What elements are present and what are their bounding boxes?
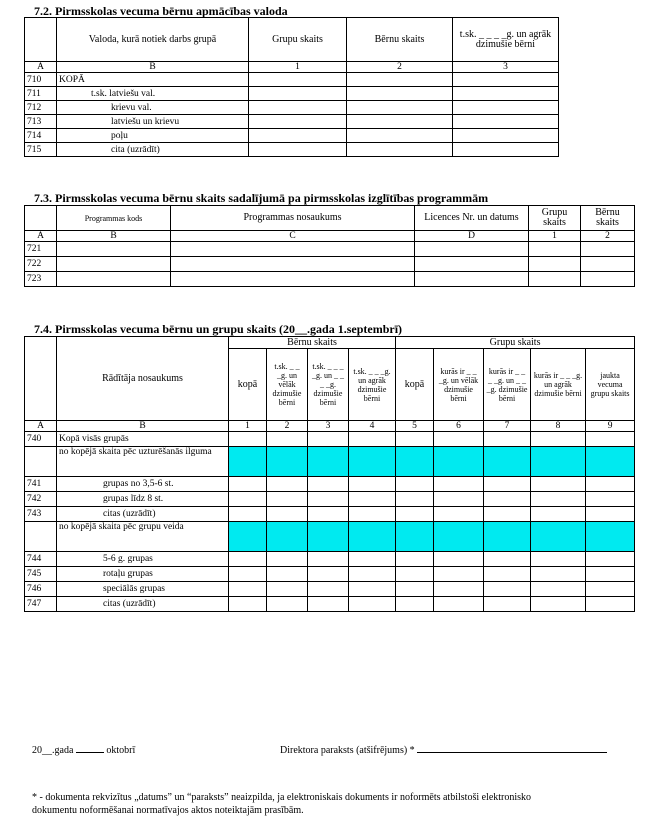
input-cell[interactable] <box>453 115 559 129</box>
row-label: no kopējā skaita pēc grupu veida <box>57 522 229 552</box>
input-cell[interactable] <box>581 242 635 257</box>
row-code: 713 <box>25 115 57 129</box>
input-cell[interactable] <box>415 272 529 287</box>
input-cell[interactable] <box>484 597 531 612</box>
row-label: krievu val. <box>57 101 249 115</box>
input-cell <box>396 522 434 552</box>
input-cell[interactable] <box>434 552 484 567</box>
input-cell[interactable] <box>434 432 484 447</box>
input-cell <box>434 522 484 552</box>
input-cell[interactable] <box>586 477 635 492</box>
input-cell <box>484 447 531 477</box>
table-row <box>25 447 635 477</box>
header-children-total: kopā <box>229 349 267 421</box>
header-groups-later: kurās ir _ _ _g. un vēlāk dzimušie bērni <box>434 349 484 421</box>
input-cell <box>531 447 586 477</box>
input-cell[interactable] <box>453 101 559 115</box>
input-cell[interactable] <box>171 242 415 257</box>
table-row <box>25 272 635 287</box>
input-cell[interactable] <box>267 552 308 567</box>
input-cell[interactable] <box>349 597 396 612</box>
input-cell[interactable] <box>396 567 434 582</box>
input-cell[interactable] <box>484 552 531 567</box>
table-row <box>25 552 635 567</box>
input-cell[interactable] <box>267 492 308 507</box>
input-cell[interactable] <box>249 143 347 157</box>
input-cell[interactable] <box>349 492 396 507</box>
input-cell[interactable] <box>396 432 434 447</box>
input-cell[interactable] <box>229 432 267 447</box>
section-7-3-title: 7.3. Pirmsskolas vecuma bērnu skaits sadalījumā pa pirmsskolas izglītības programmām <box>34 191 489 205</box>
header-indicator: Rādītāja nosaukums <box>57 337 229 421</box>
row-code: 714 <box>25 129 57 143</box>
input-cell[interactable] <box>229 477 267 492</box>
input-cell[interactable] <box>484 567 531 582</box>
input-cell[interactable] <box>415 257 529 272</box>
row-code: 741 <box>25 477 57 492</box>
table-row <box>25 432 635 447</box>
input-cell[interactable] <box>249 115 347 129</box>
input-cell[interactable] <box>581 257 635 272</box>
index-cell: 3 <box>308 421 349 432</box>
table-row <box>25 597 635 612</box>
row-label: citas (uzrādīt) <box>57 507 229 522</box>
input-cell[interactable] <box>57 272 171 287</box>
table-row <box>25 492 635 507</box>
input-cell <box>267 447 308 477</box>
input-cell[interactable] <box>349 552 396 567</box>
header-program-name: Programmas nosaukums <box>171 206 415 231</box>
row-label: t.sk. latviešu val. <box>57 87 249 101</box>
input-cell[interactable] <box>396 507 434 522</box>
table-row <box>25 129 559 143</box>
index-cell: B <box>57 62 249 73</box>
table-row <box>25 87 559 101</box>
row-code: 723 <box>25 272 57 287</box>
table-row <box>25 242 635 257</box>
table-row <box>25 257 635 272</box>
input-cell[interactable] <box>484 507 531 522</box>
header-groups-between: kurās ir _ _ _ _g. un _ _ _g. dzimušie bērni <box>484 349 531 421</box>
row-label: grupas līdz 8 st. <box>57 492 229 507</box>
input-cell[interactable] <box>347 73 453 87</box>
input-cell[interactable] <box>586 552 635 567</box>
table-row <box>25 522 635 552</box>
table-row <box>25 143 559 157</box>
input-cell[interactable] <box>347 101 453 115</box>
row-code: 745 <box>25 567 57 582</box>
row-code: 721 <box>25 242 57 257</box>
row-label: cita (uzrādīt) <box>57 143 249 157</box>
signature-blank[interactable] <box>417 752 607 753</box>
header-born-later: t.sk. _ _ _g. un vēlāk dzimušie bērni <box>267 349 308 421</box>
date-suffix: oktobrī <box>106 745 136 756</box>
input-cell[interactable] <box>308 552 349 567</box>
row-label: latviešu un krievu <box>57 115 249 129</box>
input-cell[interactable] <box>531 432 586 447</box>
input-cell[interactable] <box>531 552 586 567</box>
row-code: 712 <box>25 101 57 115</box>
input-cell[interactable] <box>267 597 308 612</box>
input-cell[interactable] <box>531 492 586 507</box>
input-cell[interactable] <box>349 582 396 597</box>
row-code: 742 <box>25 492 57 507</box>
table-row <box>25 115 559 129</box>
row-code: 740 <box>25 432 57 447</box>
index-cell: 1 <box>229 421 267 432</box>
input-cell[interactable] <box>529 272 581 287</box>
row-code: 744 <box>25 552 57 567</box>
row-code: 746 <box>25 582 57 597</box>
row-code: 722 <box>25 257 57 272</box>
input-cell[interactable] <box>529 257 581 272</box>
index-cell: 9 <box>586 421 635 432</box>
index-cell: 4 <box>349 421 396 432</box>
input-cell <box>434 447 484 477</box>
signature-label: Direktora paraksts (atšifrējums) * <box>280 745 415 756</box>
row-label: poļu <box>57 129 249 143</box>
input-cell[interactable] <box>57 257 171 272</box>
input-cell[interactable] <box>229 567 267 582</box>
input-cell[interactable] <box>171 257 415 272</box>
header-group-count: Grupu skaits <box>249 18 347 62</box>
input-cell[interactable] <box>434 507 484 522</box>
index-cell: 7 <box>484 421 531 432</box>
table-row <box>25 477 635 492</box>
header-group-count: Grupu skaits <box>529 206 581 231</box>
section-7-2-title: 7.2. Pirmsskolas vecuma bērnu apmācības valoda <box>34 4 288 18</box>
input-cell[interactable] <box>586 582 635 597</box>
input-cell[interactable] <box>308 492 349 507</box>
index-cell: 2 <box>347 62 453 73</box>
input-cell <box>349 447 396 477</box>
header-groups-earlier: kurās ir _ _ _g. un agrāk dzimušie bērni <box>531 349 586 421</box>
row-label: no kopējā skaita pēc uzturēšanās ilguma <box>57 447 229 477</box>
table-row <box>25 507 635 522</box>
input-cell <box>229 447 267 477</box>
row-label: grupas no 3,5-6 st. <box>57 477 229 492</box>
input-cell[interactable] <box>267 432 308 447</box>
input-cell[interactable] <box>434 582 484 597</box>
input-cell[interactable] <box>229 492 267 507</box>
input-cell[interactable] <box>249 101 347 115</box>
header-born-earlier: t.sk. _ _ _g. un agrāk dzimušie bērni <box>349 349 396 421</box>
header-children-group: Bērnu skaits <box>229 337 396 349</box>
input-cell <box>308 447 349 477</box>
input-cell <box>308 522 349 552</box>
input-cell[interactable] <box>434 567 484 582</box>
day-blank[interactable] <box>76 752 104 753</box>
row-label: citas (uzrādīt) <box>57 597 229 612</box>
input-cell[interactable] <box>349 567 396 582</box>
input-cell[interactable] <box>349 477 396 492</box>
input-cell[interactable] <box>308 567 349 582</box>
footnote-line-1: * - dokumenta rekvizītus „datums” un “paraksts” neaizpilda, ja elektroniskais dokuments ir noformēts atbilstoši elektronisko <box>32 792 532 803</box>
row-label: Kopā visās grupās <box>57 432 229 447</box>
input-cell[interactable] <box>347 115 453 129</box>
input-cell[interactable] <box>308 582 349 597</box>
header-born-earlier: t.sk. _ _ _ _g. un agrāk dzimušie bērni <box>453 18 559 62</box>
input-cell <box>267 522 308 552</box>
index-cell: B <box>57 231 171 242</box>
row-code <box>25 522 57 552</box>
input-cell <box>349 522 396 552</box>
input-cell[interactable] <box>531 582 586 597</box>
input-cell[interactable] <box>586 492 635 507</box>
header-language: Valoda, kurā notiek darbs grupā <box>57 18 249 62</box>
row-label: rotaļu grupas <box>57 567 229 582</box>
input-cell[interactable] <box>396 477 434 492</box>
input-cell[interactable] <box>229 597 267 612</box>
input-cell[interactable] <box>586 597 635 612</box>
input-cell[interactable] <box>484 477 531 492</box>
index-cell: A <box>25 231 57 242</box>
section-7-4-title: 7.4. Pirmsskolas vecuma bērnu un grupu skaits (20__.gada 1.septembrī) <box>34 322 403 336</box>
input-cell[interactable] <box>347 87 453 101</box>
input-cell <box>396 447 434 477</box>
input-cell[interactable] <box>308 507 349 522</box>
row-code: 715 <box>25 143 57 157</box>
header-groups-total: kopā <box>396 349 434 421</box>
input-cell[interactable] <box>267 507 308 522</box>
input-cell[interactable] <box>267 582 308 597</box>
input-cell[interactable] <box>581 272 635 287</box>
index-cell: 2 <box>581 231 635 242</box>
input-cell[interactable] <box>267 477 308 492</box>
input-cell[interactable] <box>484 582 531 597</box>
input-cell <box>229 522 267 552</box>
input-cell[interactable] <box>586 567 635 582</box>
index-cell: 3 <box>453 62 559 73</box>
input-cell[interactable] <box>453 73 559 87</box>
input-cell[interactable] <box>229 552 267 567</box>
index-cell: D <box>415 231 529 242</box>
index-cell: 1 <box>529 231 581 242</box>
row-code: 747 <box>25 597 57 612</box>
input-cell[interactable] <box>586 432 635 447</box>
input-cell[interactable] <box>531 507 586 522</box>
table-row <box>25 73 559 87</box>
input-cell[interactable] <box>349 507 396 522</box>
input-cell[interactable] <box>434 492 484 507</box>
input-cell[interactable] <box>396 492 434 507</box>
input-cell[interactable] <box>249 87 347 101</box>
row-code: 743 <box>25 507 57 522</box>
row-label: 5-6 g. grupas <box>57 552 229 567</box>
table-7-2 <box>24 17 559 157</box>
input-cell <box>586 447 635 477</box>
index-cell: 5 <box>396 421 434 432</box>
index-cell: A <box>25 62 57 73</box>
table-7-4 <box>24 336 635 612</box>
index-cell: 8 <box>531 421 586 432</box>
row-code: 711 <box>25 87 57 101</box>
input-cell[interactable] <box>267 567 308 582</box>
row-code <box>25 447 57 477</box>
input-cell[interactable] <box>308 432 349 447</box>
input-cell[interactable] <box>249 129 347 143</box>
table-row <box>25 567 635 582</box>
input-cell[interactable] <box>453 87 559 101</box>
input-cell[interactable] <box>434 477 484 492</box>
input-cell[interactable] <box>349 432 396 447</box>
input-cell[interactable] <box>529 242 581 257</box>
input-cell[interactable] <box>57 242 171 257</box>
input-cell[interactable] <box>586 507 635 522</box>
input-cell[interactable] <box>171 272 415 287</box>
header-born-between: t.sk. _ _ _ _g. un _ _ _ _g. dzimušie bērni <box>308 349 349 421</box>
input-cell <box>586 522 635 552</box>
row-label: speciālās grupas <box>57 582 229 597</box>
index-cell: C <box>171 231 415 242</box>
index-cell: 2 <box>267 421 308 432</box>
footnote-line-2: dokumentu noformēšanai normatīvajos aktos noteiktajām prasībām. <box>32 805 304 816</box>
input-cell[interactable] <box>249 73 347 87</box>
input-cell[interactable] <box>347 129 453 143</box>
input-cell[interactable] <box>347 143 453 157</box>
header-program-code: Programmas kods <box>57 206 171 231</box>
input-cell[interactable] <box>531 567 586 582</box>
table-row <box>25 101 559 115</box>
input-cell[interactable] <box>396 552 434 567</box>
row-label: KOPĀ <box>57 73 249 87</box>
header-groups-group: Grupu skaits <box>396 337 635 349</box>
table-7-3 <box>24 205 635 287</box>
input-cell[interactable] <box>396 582 434 597</box>
header-child-count: Bērnu skaits <box>347 18 453 62</box>
table-row <box>25 582 635 597</box>
index-cell: B <box>57 421 229 432</box>
input-cell[interactable] <box>531 597 586 612</box>
input-cell[interactable] <box>484 432 531 447</box>
header-mixed-age: jaukta vecuma grupu skaits <box>586 349 635 421</box>
input-cell[interactable] <box>434 597 484 612</box>
input-cell[interactable] <box>531 477 586 492</box>
row-code: 710 <box>25 73 57 87</box>
index-cell: 6 <box>434 421 484 432</box>
input-cell[interactable] <box>396 597 434 612</box>
input-cell <box>531 522 586 552</box>
input-cell[interactable] <box>453 143 559 157</box>
index-cell: 1 <box>249 62 347 73</box>
input-cell[interactable] <box>229 582 267 597</box>
date-line <box>32 745 135 756</box>
input-cell[interactable] <box>308 477 349 492</box>
input-cell[interactable] <box>484 492 531 507</box>
index-cell: A <box>25 421 57 432</box>
signature-line <box>280 745 607 756</box>
input-cell[interactable] <box>415 242 529 257</box>
input-cell[interactable] <box>229 507 267 522</box>
input-cell[interactable] <box>453 129 559 143</box>
input-cell[interactable] <box>308 597 349 612</box>
input-cell <box>484 522 531 552</box>
header-child-count: Bērnu skaits <box>581 206 635 231</box>
date-prefix: 20__.gada <box>32 745 74 756</box>
header-license: Licences Nr. un datums <box>415 206 529 231</box>
